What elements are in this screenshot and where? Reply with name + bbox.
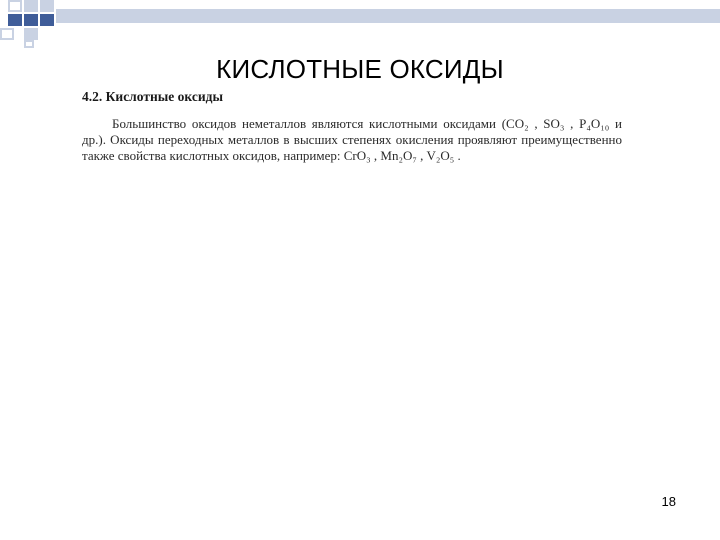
header-bar bbox=[56, 9, 720, 23]
slide-title: КИСЛОТНЫЕ ОКСИДЫ bbox=[216, 54, 504, 84]
document-excerpt bbox=[82, 88, 622, 164]
decor-square bbox=[24, 14, 38, 26]
decor-square bbox=[40, 0, 54, 12]
section-heading: 4.2. Кислотные оксиды bbox=[82, 89, 223, 104]
decor-square bbox=[0, 28, 14, 40]
section-paragraph: Большинство оксидов неметаллов являются кислотными оксидами (CO₂ , SO₃ , P₄O₁₀ и др.). Оксиды переходных металлов в высших степенях окисления проявляют преимущественно также свойства кислотных оксидов, например: CrO₃ , Mn₂O₇ , V₂O₅ . bbox=[82, 116, 622, 163]
decor-square bbox=[40, 14, 54, 26]
decor-square bbox=[24, 40, 34, 48]
decor-square bbox=[24, 0, 38, 12]
page-number: 18 bbox=[661, 494, 676, 509]
decor-square bbox=[8, 0, 22, 12]
decor-square bbox=[24, 28, 38, 40]
decor-square bbox=[8, 14, 22, 26]
